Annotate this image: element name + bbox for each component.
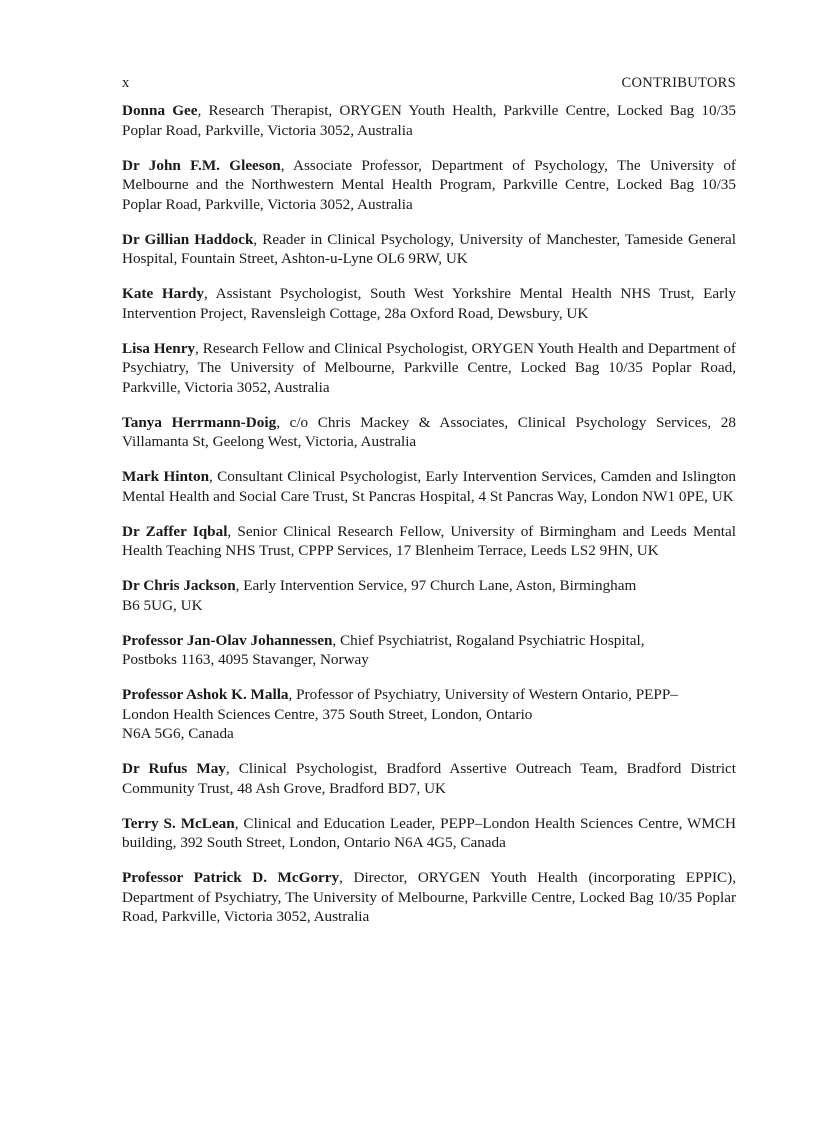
contributor-affiliation: , Consultant Clinical Psychologist, Early Intervention Services, Camden and Islington Mental Health and Social Care Trust, St Pancras Hospital, 4 St Pancras Way, London NW1 0PE, UK: [122, 468, 736, 505]
contributor-name: Professor Ashok K. Malla: [122, 686, 289, 703]
contributor-entry: [122, 522, 736, 561]
contributor-name: Tanya Herrmann-Doig: [122, 413, 277, 431]
contributor-name: Dr Gillian Haddock: [122, 230, 254, 248]
contributor-entry: [122, 230, 736, 269]
contributor-entry: [122, 339, 736, 398]
contributor-affiliation: , Clinical Psychologist, Bradford Assertive Outreach Team, Bradford District Community Trust, 48 Ash Grove, Bradford BD7, UK: [122, 760, 736, 797]
contributor-name: Professor Patrick D. McGorry: [122, 869, 340, 886]
contributor-entry: [122, 759, 736, 798]
contributor-entry: [122, 156, 736, 215]
contributor-affiliation: , Professor of Psychiatry, University of Western Ontario, PEPP– London Health Sciences Centre, 375 South Street, London, Ontario N6A 5G6, Canada: [122, 686, 678, 742]
contributor-name: Dr Chris Jackson: [122, 577, 236, 594]
contributor-entry: [122, 413, 736, 452]
page-header: [122, 74, 736, 92]
contributor-name: Lisa Henry: [122, 339, 196, 357]
page-number: x: [122, 75, 130, 91]
contributor-entry: [122, 631, 736, 670]
contributor-entry: [122, 685, 736, 744]
contributor-name: Mark Hinton: [122, 468, 210, 485]
contributor-affiliation: , Early Intervention Service, 97 Church Lane, Aston, Birmingham B6 5UG, UK: [122, 577, 637, 614]
contributor-entry: [122, 284, 736, 323]
contributor-affiliation: , Associate Professor, Department of Psychology, The University of Melbourne and the Northwestern Mental Health Program, Parkville Centre, Locked Bag 10/35 Poplar Road, Parkville, Victoria 3052, Australia: [122, 156, 736, 213]
contributor-list: [122, 101, 736, 942]
contributor-entry: [122, 814, 736, 853]
contributor-entry: [122, 868, 736, 927]
running-title: CONTRIBUTORS: [621, 75, 736, 91]
contributor-affiliation: , Research Fellow and Clinical Psychologist, ORYGEN Youth Health and Department of Psychiatry, The University of Melbourne, Parkville Centre, Locked Bag 10/35 Poplar Road, Parkville, Victoria 3052, Australia: [122, 339, 736, 396]
contributor-name: Donna Gee: [122, 102, 198, 119]
contributor-name: Dr Zaffer Iqbal: [122, 522, 228, 540]
contributor-entry: [122, 467, 736, 506]
contributor-affiliation: , Clinical and Education Leader, PEPP–London Health Sciences Centre, WMCH building, 392 South Street, London, Ontario N6A 4G5, Canada: [122, 814, 736, 851]
contributor-name: Professor Jan-Olav Johannessen: [122, 631, 333, 649]
contributor-entry: [122, 101, 736, 140]
contributor-affiliation: , Reader in Clinical Psychology, University of Manchester, Tameside General Hospital, Fountain Street, Ashton-u-Lyne OL6 9RW, UK: [122, 230, 737, 267]
contributor-affiliation: , Chief Psychiatrist, Rogaland Psychiatric Hospital, Postboks 1163, 4095 Stavanger, Norway: [122, 631, 645, 668]
contributor-name: Dr John F.M. Gleeson: [122, 156, 281, 174]
contributor-affiliation: , Assistant Psychologist, South West Yorkshire Mental Health NHS Trust, Early Intervention Project, Ravensleigh Cottage, 28a Oxford Road, Dewsbury, UK: [122, 285, 736, 322]
contributor-name: Dr Rufus May: [122, 760, 226, 777]
contributor-entry: [122, 576, 736, 615]
contributor-affiliation: , Director, ORYGEN Youth Health (incorporating EPPIC), Department of Psychiatry, The University of Melbourne, Parkville Centre, Locked Bag 10/35 Poplar Road, Parkville, Victoria 3052, Australia: [122, 869, 736, 925]
contributor-name: Terry S. McLean: [122, 814, 235, 832]
contributor-name: Kate Hardy: [122, 285, 205, 302]
contributor-affiliation: , Research Therapist, ORYGEN Youth Health, Parkville Centre, Locked Bag 10/35 Poplar Road, Parkville, Victoria 3052, Australia: [122, 102, 736, 139]
contributor-affiliation: , Senior Clinical Research Fellow, University of Birmingham and Leeds Mental Health Teaching NHS Trust, CPPP Services, 17 Blenheim Terrace, Leeds LS2 9HN, UK: [122, 522, 736, 559]
contributor-affiliation: , c/o Chris Mackey & Associates, Clinical Psychology Services, 28 Villamanta St, Geelong West, Victoria, Australia: [122, 413, 736, 450]
